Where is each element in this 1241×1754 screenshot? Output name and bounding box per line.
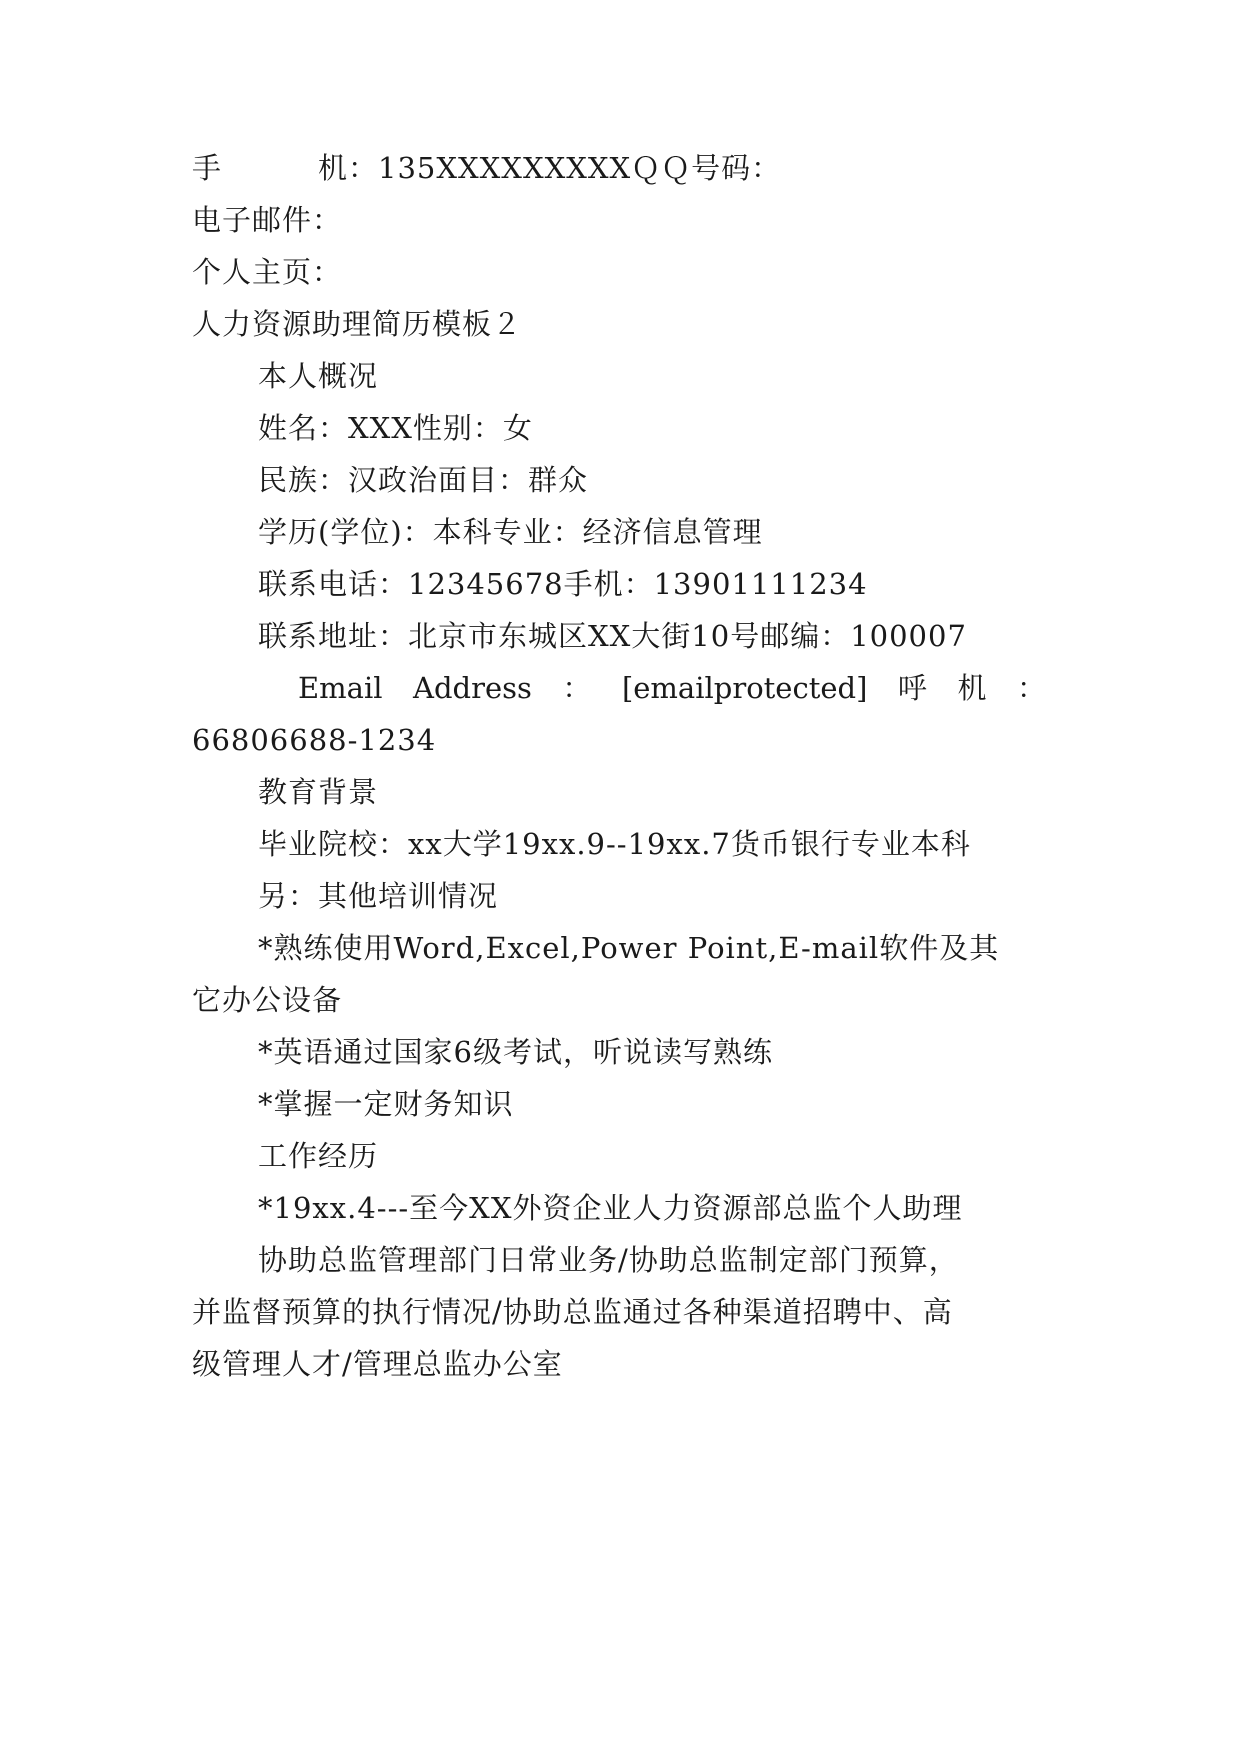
email-word-3: ： [562,671,592,705]
ethnicity-politics-line: 民族：汉政治面目：群众 [258,463,589,497]
section-education-heading: 教育背景 [258,775,379,809]
email-word-7: ： [1016,671,1046,705]
mobile-qq-line [192,150,781,186]
skill-office-continuation: 它办公设备 [192,983,343,1017]
email-word-4: [emailprotected] [621,671,868,705]
skill-finance-line: *掌握一定财务知识 [258,1087,514,1121]
pager-number-line: 66806688-1234 [192,723,437,757]
email-contact-line: 电子邮件： [192,203,343,237]
mobile-label-part1: 手 [192,151,223,185]
phone-line: 联系电话：12345678手机：13901111234 [258,567,868,601]
email-address-line [298,670,1046,706]
school-line: 毕业院校：xx大学19xx.9--19xx.7货币银行专业本科 [258,827,971,861]
skill-english-line: *英语通过国家6级考试，听说读写熟练 [258,1035,773,1069]
section-profile-heading: 本人概况 [258,359,379,393]
name-gender-line: 姓名：XXX性别：女 [258,411,533,445]
other-training-line: 另：其他培训情况 [258,879,499,913]
address-line: 联系地址：北京市东城区XX大街10号邮编：100007 [258,619,967,653]
education-major-line: 学历(学位)：本科专业：经济信息管理 [258,515,763,549]
mobile-qq-text: 机：135XXXXXXXXXＱＱ号码： [318,151,782,185]
email-word-6: 机 [957,671,987,705]
document-title: 人力资源助理简历模板２ [192,307,523,341]
skill-office-line: *熟练使用Word,Excel,Power Point,E-mail软件及其 [258,931,1000,965]
job-title-line: *19xx.4---至今XX外资企业人力资源部总监个人助理 [258,1191,963,1225]
homepage-line: 个人主页： [192,255,343,289]
duties-line-1: 协助总监管理部门日常业务/协助总监制定部门预算， [258,1243,959,1277]
duties-line-2: 并监督预算的执行情况/协助总监通过各种渠道招聘中、高 [192,1295,953,1329]
email-word-2: Address [413,671,532,705]
duties-line-3: 级管理人才/管理总监办公室 [192,1347,563,1381]
section-work-heading: 工作经历 [258,1139,379,1173]
email-word-5: 呼 [897,671,927,705]
email-word-1: Email [298,671,383,705]
